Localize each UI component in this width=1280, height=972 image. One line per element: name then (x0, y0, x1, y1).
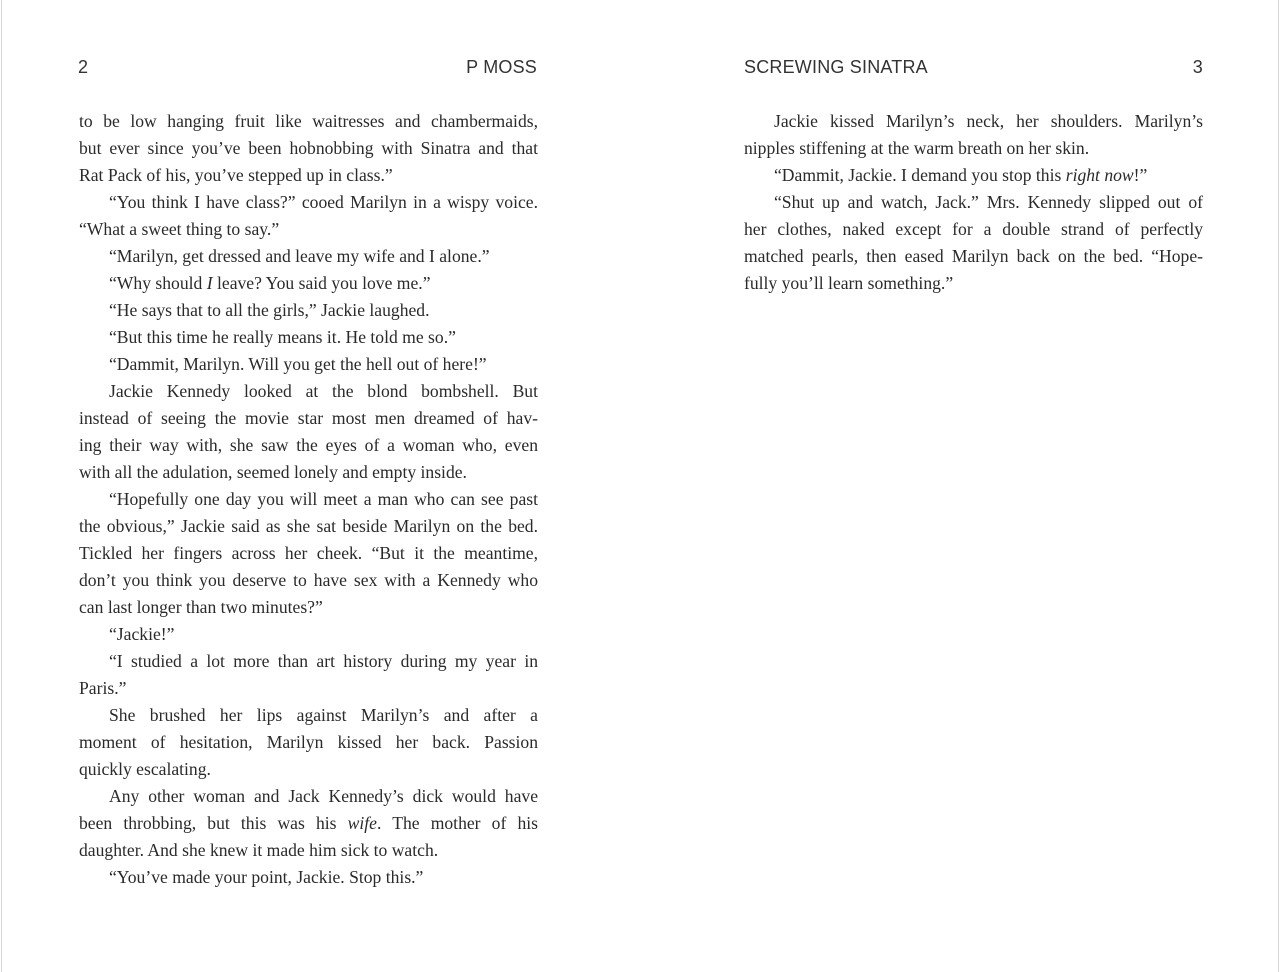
text-fragment: !” (1133, 165, 1148, 185)
text-line: Any other woman and Jack Kennedy’s dick would have (109, 786, 538, 806)
text-line: with all the adulation, seemed lonely and empty inside. (79, 462, 467, 482)
text-line: “Shut up and watch, Jack.” Mrs. Kennedy slipped out of (774, 192, 1203, 212)
right-page (640, 0, 1279, 972)
text-line: “Hopefully one day you will meet a man who can see past (109, 489, 538, 509)
author-name: P MOSS (466, 57, 537, 77)
left-body-text (79, 108, 538, 891)
text-line: instead of seeing the movie star most men dreamed of hav- (79, 408, 538, 428)
text-fragment: “Dammit, Jackie. I demand you stop this (774, 165, 1066, 185)
text-line: “You think I have class?” cooed Marilyn in a wispy voice. (109, 192, 538, 212)
text-line: Tickled her fingers across her cheek. “But it the meantime, (79, 543, 538, 563)
text-line: “I studied a lot more than art history during my year in (109, 651, 538, 671)
text-line: can last longer than two minutes?” (79, 597, 323, 617)
right-running-head (744, 57, 1203, 79)
page-number: 2 (78, 57, 89, 77)
text-line: “Dammit, Marilyn. Will you get the hell out of here!” (109, 354, 487, 374)
text-fragment: leave? You said you love me.” (212, 273, 431, 293)
page-number: 3 (1192, 57, 1203, 77)
text-line: “Marilyn, get dressed and leave my wife and I alone.” (109, 246, 490, 266)
text-line: but ever since you’ve been hobnobbing with Sinatra and that (79, 138, 538, 158)
text-line: the obvious,” Jackie said as she sat beside Marilyn on the bed. (79, 516, 538, 536)
text-line: She brushed her lips against Marilyn’s and after a (109, 705, 538, 725)
text-fragment: been throbbing, but this was his (79, 813, 348, 833)
text-line (744, 162, 1203, 189)
book-title: SCREWING SINATRA (744, 57, 928, 77)
text-line: moment of hesitation, Marilyn kissed her back. Passion (79, 732, 538, 752)
text-line: “He says that to all the girls,” Jackie laughed. (109, 300, 430, 320)
left-running-head (78, 57, 537, 79)
emphasis-text: right now (1065, 165, 1134, 185)
text-line: to be low hanging fruit like waitresses and chambermaids, (79, 111, 538, 131)
text-line: “You’ve made your point, Jackie. Stop this.” (109, 867, 424, 887)
text-line: matched pearls, then eased Marilyn back on the bed. “Hope- (744, 246, 1203, 266)
emphasis-text: I (206, 273, 213, 293)
text-line: ing their way with, she saw the eyes of a woman who, even (79, 435, 538, 455)
text-line: her clothes, naked except for a double strand of perfectly (744, 219, 1203, 239)
text-line: Jackie Kennedy looked at the blond bombshell. But (109, 381, 538, 401)
text-fragment: “Why should (109, 273, 207, 293)
text-line: don’t you think you deserve to have sex with a Kennedy who (79, 570, 538, 590)
text-line: nipples stiffening at the warm breath on her skin. (744, 138, 1090, 158)
text-line: Paris.” (79, 678, 127, 698)
emphasis-text: wife (347, 813, 377, 833)
text-line (79, 810, 538, 837)
text-fragment: . The mother of his (376, 813, 538, 833)
left-page (1, 0, 640, 972)
right-body-text (744, 108, 1203, 297)
text-line: “Jackie!” (109, 624, 175, 644)
text-line (79, 270, 538, 297)
text-line: daughter. And she knew it made him sick to watch. (79, 840, 439, 860)
text-line: “But this time he really means it. He told me so.” (109, 327, 456, 347)
text-line: quickly escalating. (79, 759, 211, 779)
text-line: Rat Pack of his, you’ve stepped up in class.” (79, 165, 393, 185)
text-line: Jackie kissed Marilyn’s neck, her shoulders. Marilyn’s (774, 111, 1203, 131)
text-line: “What a sweet thing to say.” (79, 219, 280, 239)
text-line: fully you’ll learn something.” (744, 273, 954, 293)
